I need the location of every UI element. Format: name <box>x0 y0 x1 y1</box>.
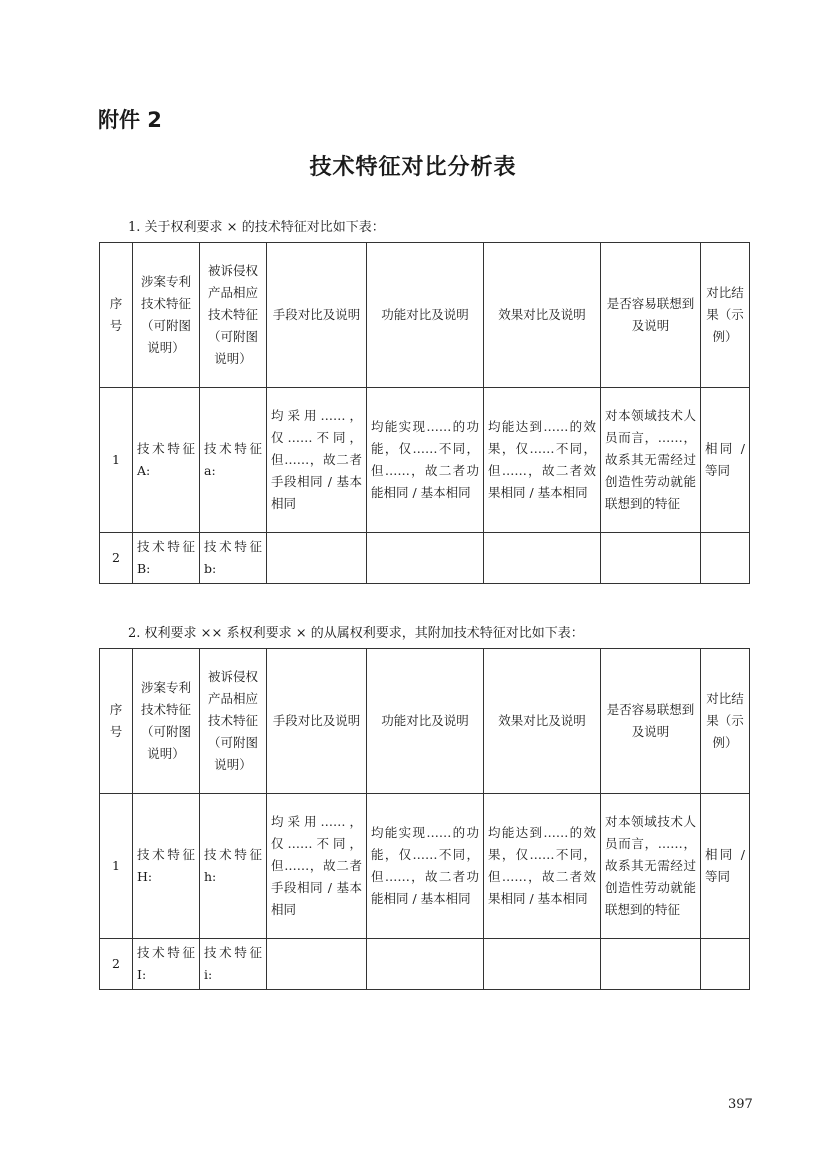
comparison-table-2 <box>99 648 750 990</box>
cell-seq: 2 <box>100 939 133 990</box>
section1-intro: 1. 关于权利要求 × 的技术特征对比如下表： <box>128 220 385 235</box>
cell-result: 相同 / 等同 <box>701 794 750 939</box>
header-means: 手段对比及说明 <box>267 649 367 794</box>
header-obviousness: 是否容易联想到及说明 <box>601 649 701 794</box>
cell-effect: 均能达到……的效果，仅……不同，但……，故二者效果相同 / 基本相同 <box>484 388 601 533</box>
header-function: 功能对比及说明 <box>367 243 484 388</box>
header-effect: 效果对比及说明 <box>484 649 601 794</box>
cell-product-feature: 技术特征 b: <box>200 533 267 584</box>
cell-seq: 2 <box>100 533 133 584</box>
header-obviousness: 是否容易联想到及说明 <box>601 243 701 388</box>
cell-means <box>267 939 367 990</box>
cell-obviousness <box>601 533 701 584</box>
cell-product-feature: 技术特征 i: <box>200 939 267 990</box>
header-means: 手段对比及说明 <box>267 243 367 388</box>
page-number: 397 <box>728 1097 753 1112</box>
header-function: 功能对比及说明 <box>367 649 484 794</box>
table-row <box>100 533 750 584</box>
header-seq: 序号 <box>100 243 133 388</box>
table-row <box>100 388 750 533</box>
cell-product-feature: 技术特征 h: <box>200 794 267 939</box>
cell-result <box>701 939 750 990</box>
cell-result <box>701 533 750 584</box>
table-row <box>100 939 750 990</box>
document-title: 技术特征对比分析表 <box>309 155 517 180</box>
cell-seq: 1 <box>100 794 133 939</box>
cell-effect: 均能达到……的效果，仅……不同，但……，故二者效果相同 / 基本相同 <box>484 794 601 939</box>
cell-patent-feature: 技术特征 A: <box>133 388 200 533</box>
cell-function <box>367 939 484 990</box>
cell-means: 均采用……，仅……不同，但……，故二者手段相同 / 基本相同 <box>267 794 367 939</box>
cell-obviousness <box>601 939 701 990</box>
cell-product-feature: 技术特征 a: <box>200 388 267 533</box>
cell-function: 均能实现……的功能，仅……不同，但……，故二者功能相同 / 基本相同 <box>367 388 484 533</box>
header-product-feature: 被诉侵权产品相应技术特征（可附图说明） <box>200 243 267 388</box>
table-header-row <box>100 243 750 388</box>
table-row <box>100 794 750 939</box>
cell-result: 相同 / 等同 <box>701 388 750 533</box>
cell-seq: 1 <box>100 388 133 533</box>
cell-patent-feature: 技术特征 B: <box>133 533 200 584</box>
cell-means: 均采用……，仅……不同，但……，故二者手段相同 / 基本相同 <box>267 388 367 533</box>
cell-obviousness: 对本领域技术人员而言，……，故系其无需经过创造性劳动就能联想到的特征 <box>601 794 701 939</box>
header-patent-feature: 涉案专利技术特征（可附图说明） <box>133 649 200 794</box>
header-result: 对比结果（示例） <box>701 649 750 794</box>
cell-effect <box>484 939 601 990</box>
header-product-feature: 被诉侵权产品相应技术特征（可附图说明） <box>200 649 267 794</box>
cell-function: 均能实现……的功能，仅……不同，但……，故二者功能相同 / 基本相同 <box>367 794 484 939</box>
table-header-row <box>100 649 750 794</box>
cell-obviousness: 对本领域技术人员而言，……，故系其无需经过创造性劳动就能联想到的特征 <box>601 388 701 533</box>
cell-function <box>367 533 484 584</box>
section2-intro: 2. 权利要求 ×× 系权利要求 × 的从属权利要求，其附加技术特征对比如下表： <box>128 626 584 641</box>
annex-label: 附件 2 <box>98 108 162 132</box>
comparison-table-1 <box>99 242 750 584</box>
cell-means <box>267 533 367 584</box>
header-result: 对比结果（示例） <box>701 243 750 388</box>
header-effect: 效果对比及说明 <box>484 243 601 388</box>
cell-patent-feature: 技术特征 H: <box>133 794 200 939</box>
cell-patent-feature: 技术特征 I: <box>133 939 200 990</box>
header-patent-feature: 涉案专利技术特征（可附图说明） <box>133 243 200 388</box>
cell-effect <box>484 533 601 584</box>
header-seq: 序号 <box>100 649 133 794</box>
